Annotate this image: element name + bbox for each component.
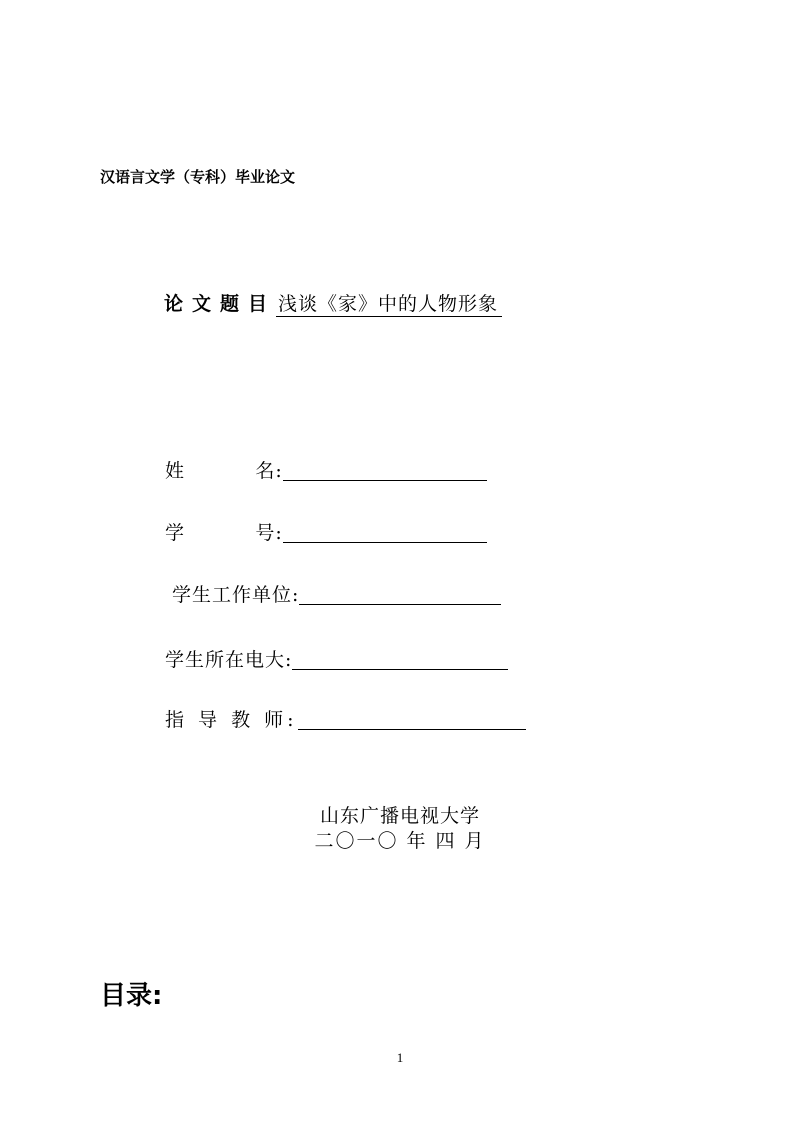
program-line: 汉语言文学（专科）毕业论文 <box>100 168 296 186</box>
field-advisor <box>165 705 526 732</box>
field-name <box>165 456 487 483</box>
university-name: 山东广播电视大学 <box>319 805 480 827</box>
field-student-id-line[interactable] <box>283 541 487 543</box>
field-tvu-line[interactable] <box>292 668 508 670</box>
field-name-label: 姓 名: <box>165 460 283 482</box>
field-tvu <box>165 645 508 672</box>
page-number: 1 <box>396 1050 404 1065</box>
field-student-id-label: 学 号: <box>165 522 283 544</box>
thesis-title-value: 浅谈《家》中的人物形象 <box>276 289 502 317</box>
submission-date: 二〇一〇 年 四 月 <box>314 830 486 852</box>
field-student-id <box>165 518 487 545</box>
thesis-title-label: 论文题目 <box>164 293 277 315</box>
thesis-title-row <box>164 289 502 317</box>
field-work-unit-label: 学生工作单位: <box>165 584 300 606</box>
toc-heading: 目录: <box>100 981 163 1011</box>
field-work-unit <box>165 580 501 607</box>
field-advisor-line[interactable] <box>298 728 526 730</box>
field-name-line[interactable] <box>283 479 487 481</box>
field-tvu-label: 学生所在电大: <box>165 649 293 671</box>
field-advisor-label: 指 导 教 师: <box>165 709 298 731</box>
field-work-unit-line[interactable] <box>299 603 501 605</box>
